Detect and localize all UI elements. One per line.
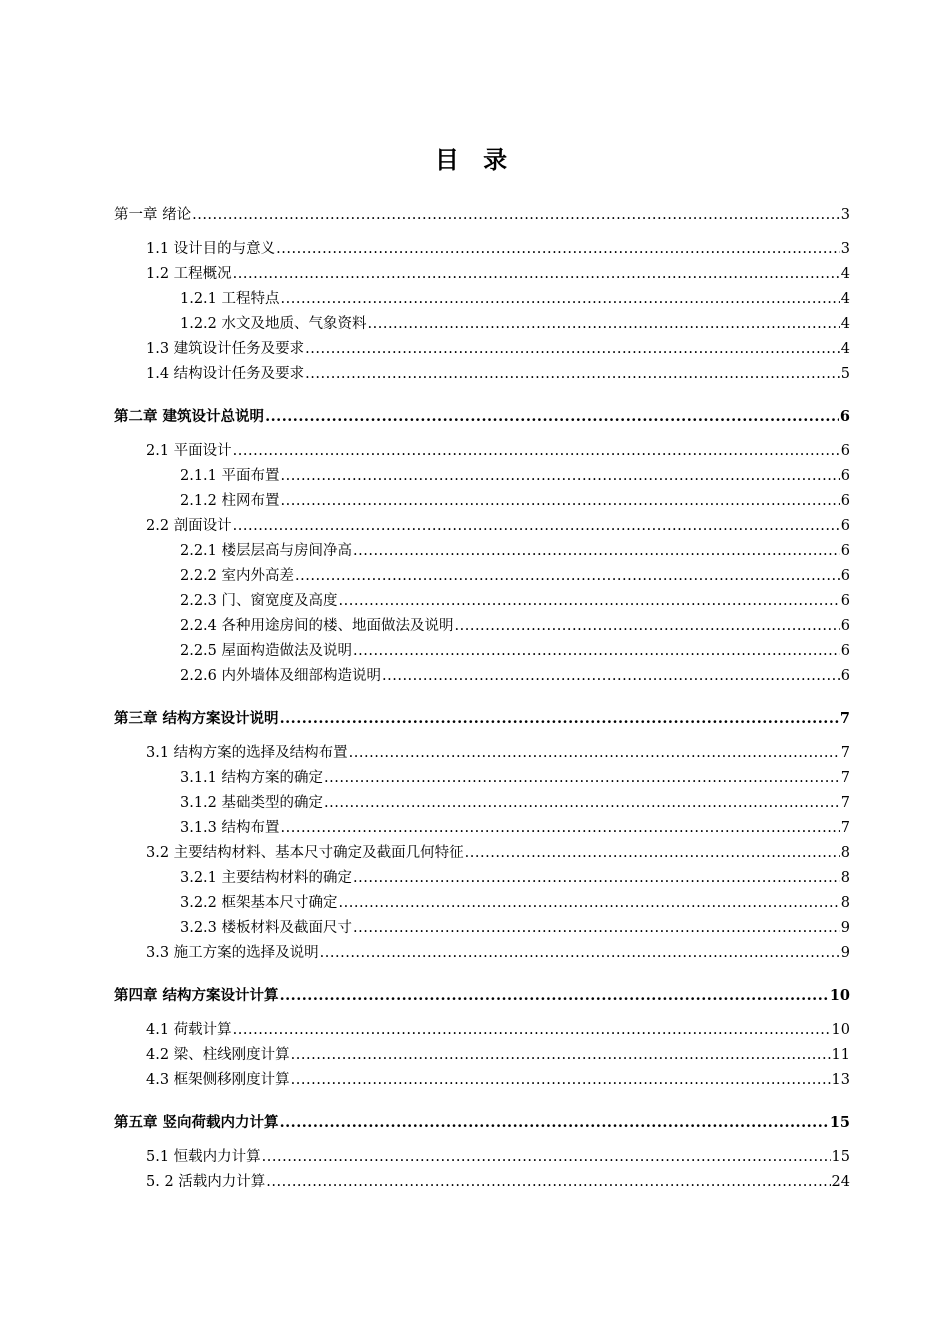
- toc-entry[interactable]: [146, 1071, 850, 1089]
- toc-entry[interactable]: [180, 492, 850, 510]
- toc-entry[interactable]: [180, 919, 850, 937]
- toc-dot-leader: [233, 1021, 831, 1039]
- toc-dot-leader: [353, 869, 840, 887]
- toc-page-number: 6: [840, 443, 850, 459]
- toc-page-number: 6: [840, 593, 850, 609]
- toc-page-number: 3: [840, 241, 850, 257]
- toc-dot-leader: [192, 206, 840, 224]
- toc-page-number: 6: [839, 408, 850, 425]
- toc-entry-label: 4.1 荷载计算: [146, 1022, 232, 1038]
- toc-page-number: 6: [840, 568, 850, 584]
- toc-entry[interactable]: [180, 894, 850, 912]
- toc-entry-label: 第三章 结构方案设计说明: [114, 710, 279, 727]
- toc-page-number: 4: [840, 266, 850, 282]
- toc-entry-label: 2.2.4 各种用途房间的楼、地面做法及说明: [180, 618, 454, 634]
- toc-entry[interactable]: [146, 1173, 850, 1191]
- toc-page-number: 15: [829, 1114, 850, 1131]
- toc-dot-leader: [291, 1046, 831, 1064]
- toc-chapter-entry[interactable]: [114, 206, 850, 224]
- toc-entry-label: 3.2.2 框架基本尺寸确定: [180, 895, 338, 911]
- toc-entry-label: 2.1.2 柱网布置: [180, 493, 280, 509]
- toc-page-number: 8: [840, 895, 850, 911]
- toc-page-number: 9: [840, 920, 850, 936]
- toc-entry-label: 2.2.3 门、窗宽度及高度: [180, 593, 338, 609]
- toc-entry-label: 1.2.2 水文及地质、气象资料: [180, 316, 367, 332]
- toc-entry[interactable]: [180, 869, 850, 887]
- toc-page-number: 10: [829, 987, 850, 1004]
- toc-dot-leader: [339, 592, 840, 610]
- toc-entry-label: 1.2 工程概况: [146, 266, 232, 282]
- toc-page-number: 7: [840, 745, 850, 761]
- toc-page-number: 15: [831, 1149, 850, 1165]
- page-title: 目 录: [434, 146, 516, 174]
- toc-dot-leader: [339, 894, 840, 912]
- toc-entry[interactable]: [180, 667, 850, 685]
- toc-dot-leader: [280, 1114, 829, 1132]
- toc-entry-label: 5.1 恒载内力计算: [146, 1149, 261, 1165]
- toc-entry[interactable]: [180, 290, 850, 308]
- toc-page-number: 6: [840, 543, 850, 559]
- toc-dot-leader: [455, 617, 840, 635]
- toc-entry[interactable]: [180, 642, 850, 660]
- toc-page-number: 10: [831, 1022, 850, 1038]
- toc-page-number: 8: [840, 870, 850, 886]
- toc-page-number: 4: [840, 291, 850, 307]
- toc-entry[interactable]: [146, 1046, 850, 1064]
- toc-entry-label: 1.1 设计目的与意义: [146, 241, 276, 257]
- toc-dot-leader: [353, 919, 840, 937]
- toc-entry-label: 3.2.3 楼板材料及截面尺寸: [180, 920, 353, 936]
- toc-entry[interactable]: [146, 944, 850, 962]
- toc-dot-leader: [305, 340, 840, 358]
- toc-chapter-entry[interactable]: [114, 408, 850, 426]
- toc-entry[interactable]: [180, 567, 850, 585]
- toc-entry[interactable]: [180, 467, 850, 485]
- toc-entry[interactable]: [146, 340, 850, 358]
- toc-entry-label: 4.3 框架侧移刚度计算: [146, 1072, 290, 1088]
- toc-dot-leader: [280, 710, 839, 728]
- toc-dot-leader: [281, 819, 840, 837]
- toc-page-number: 7: [840, 770, 850, 786]
- toc-entry[interactable]: [146, 744, 850, 762]
- toc-dot-leader: [233, 265, 840, 283]
- toc-entry[interactable]: [146, 265, 850, 283]
- toc-entry-label: 2.2 剖面设计: [146, 518, 232, 534]
- toc-dot-leader: [233, 517, 840, 535]
- toc-entry[interactable]: [180, 617, 850, 635]
- toc-entry-label: 第一章 绪论: [114, 207, 192, 223]
- toc-entry-label: 2.2.6 内外墙体及细部构造说明: [180, 668, 382, 684]
- toc-entry[interactable]: [180, 315, 850, 333]
- toc-entry-label: 1.2.1 工程特点: [180, 291, 280, 307]
- toc-page-number: 6: [840, 468, 850, 484]
- toc-chapter-entry[interactable]: [114, 1114, 850, 1132]
- toc-entry-label: 第五章 竖向荷载内力计算: [114, 1114, 279, 1131]
- toc-dot-leader: [281, 467, 840, 485]
- toc-page-number: 11: [831, 1047, 850, 1063]
- toc-dot-leader: [280, 987, 829, 1005]
- toc-page-number: 5: [840, 366, 850, 382]
- toc-dot-leader: [295, 567, 840, 585]
- toc-entry[interactable]: [146, 365, 850, 383]
- toc-entry-label: 1.4 结构设计任务及要求: [146, 366, 305, 382]
- toc-entry-label: 2.1.1 平面布置: [180, 468, 280, 484]
- toc-dot-leader: [291, 1071, 831, 1089]
- toc-entry[interactable]: [146, 517, 850, 535]
- toc-entry[interactable]: [180, 542, 850, 560]
- toc-page-number: 6: [840, 618, 850, 634]
- toc-page-number: 13: [831, 1072, 850, 1088]
- toc-entry-label: 3.1.2 基础类型的确定: [180, 795, 324, 811]
- toc-entry-label: 第二章 建筑设计总说明: [114, 408, 265, 425]
- toc-page-number: 4: [840, 316, 850, 332]
- toc-entry[interactable]: [180, 592, 850, 610]
- toc-entry-label: 3.1 结构方案的选择及结构布置: [146, 745, 348, 761]
- toc-dot-leader: [368, 315, 840, 333]
- toc-entry-label: 3.2 主要结构材料、基本尺寸确定及截面几何特征: [146, 845, 464, 861]
- toc-dot-leader: [266, 1173, 830, 1191]
- toc-entry[interactable]: [146, 1148, 850, 1166]
- toc-entry[interactable]: [146, 240, 850, 258]
- toc-page-number: 3: [840, 207, 850, 223]
- toc-dot-leader: [305, 365, 840, 383]
- toc-page-number: 6: [840, 518, 850, 534]
- toc-page-number: 7: [839, 710, 850, 727]
- toc-dot-leader: [465, 844, 840, 862]
- toc-entry-label: 2.2.2 室内外高差: [180, 568, 295, 584]
- toc-dot-leader: [349, 744, 840, 762]
- toc-chapter-entry[interactable]: [114, 987, 850, 1005]
- toc-page-number: 9: [840, 945, 850, 961]
- toc-dot-leader: [320, 944, 840, 962]
- toc-entry-label: 3.1.3 结构布置: [180, 820, 280, 836]
- toc-dot-leader: [353, 542, 840, 560]
- toc-entry-label: 3.2.1 主要结构材料的确定: [180, 870, 353, 886]
- toc-page-number: 8: [840, 845, 850, 861]
- toc-entry[interactable]: [146, 442, 850, 460]
- toc-chapter-entry[interactable]: [114, 710, 850, 728]
- toc-dot-leader: [233, 442, 840, 460]
- toc-dot-leader: [281, 290, 840, 308]
- toc-entry-label: 2.2.5 屋面构造做法及说明: [180, 643, 353, 659]
- toc-entry[interactable]: [146, 844, 850, 862]
- toc-page-number: 6: [840, 493, 850, 509]
- toc-dot-leader: [262, 1148, 831, 1166]
- toc-dot-leader: [353, 642, 840, 660]
- toc-page-number: 24: [831, 1174, 850, 1190]
- toc-entry-label: 2.1 平面设计: [146, 443, 232, 459]
- toc-entry-label: 5. 2 活载内力计算: [146, 1174, 266, 1190]
- toc-entry-label: 4.2 梁、柱线刚度计算: [146, 1047, 290, 1063]
- toc-entry[interactable]: [180, 769, 850, 787]
- toc-dot-leader: [281, 492, 840, 510]
- toc-entry-label: 3.3 施工方案的选择及说明: [146, 945, 319, 961]
- toc-dot-leader: [324, 794, 840, 812]
- toc-dot-leader: [324, 769, 840, 787]
- toc-dot-leader: [265, 408, 839, 426]
- toc-entry[interactable]: [180, 819, 850, 837]
- toc-entry[interactable]: [180, 794, 850, 812]
- toc-entry-label: 第四章 结构方案设计计算: [114, 987, 279, 1004]
- toc-entry-label: 1.3 建筑设计任务及要求: [146, 341, 305, 357]
- toc-entry-label: 2.2.1 楼层层高与房间净高: [180, 543, 353, 559]
- toc-dot-leader: [276, 240, 840, 258]
- toc-page-number: 6: [840, 643, 850, 659]
- toc-page-number: 6: [840, 668, 850, 684]
- toc-page-number: 7: [840, 795, 850, 811]
- toc-page-number: 7: [840, 820, 850, 836]
- toc-entry[interactable]: [146, 1021, 850, 1039]
- toc-dot-leader: [382, 667, 840, 685]
- toc-entry-label: 3.1.1 结构方案的确定: [180, 770, 324, 786]
- toc-page-number: 4: [840, 341, 850, 357]
